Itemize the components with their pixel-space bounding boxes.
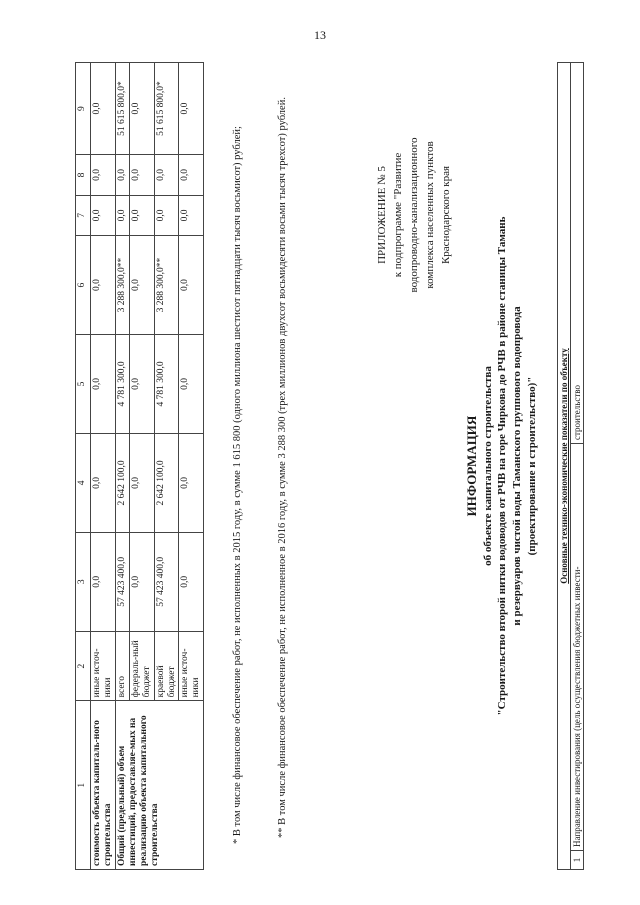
source-cell: федераль-ный бюджет [129, 631, 154, 701]
table-row [558, 63, 571, 870]
appendix-line: водопроводно-канализационного [407, 137, 420, 293]
source-cell: всего [115, 631, 129, 701]
appendix-line: Краснодарского края [439, 165, 452, 265]
value-cell: 57 423 400,0 [115, 532, 129, 631]
row-number: 1 [571, 851, 584, 870]
source-cell: иные источ-ники [91, 631, 116, 701]
table-header-row [76, 63, 91, 870]
appendix-line: к подпрограмме "Развитие [391, 152, 404, 278]
header-cell: 2 [76, 631, 91, 701]
value-cell: 0,0 [179, 236, 204, 335]
value-cell: 0,0 [115, 195, 129, 235]
information-heading [463, 62, 540, 870]
value-cell: 0,0 [129, 63, 154, 155]
row-label: Общий (предельный) объем инвестиций, предоставляе-мых на реализацию объекта капитального строительства [115, 701, 203, 870]
value-cell: 2 642 100,0 [115, 433, 129, 532]
value-cell: 0,0 [129, 532, 154, 631]
value-cell: 57 423 400,0 [154, 532, 179, 631]
indicators-title: Основные технико-экономические показатели по объекту [558, 63, 571, 870]
info-object-name: и резервуаров чистой воды Таманского группового водопровода [511, 306, 524, 626]
value-cell: 0,0 [129, 433, 154, 532]
value-cell: 0,0 [91, 433, 116, 532]
info-object-name: (проектирование и строительство)" [526, 376, 539, 556]
value-cell: 0,0 [179, 63, 204, 155]
appendix-line: комплекса населенных пунктов [423, 141, 436, 289]
value-cell: 0,0 [179, 335, 204, 434]
header-cell: 3 [76, 532, 91, 631]
value-cell: 0,0 [91, 335, 116, 434]
value-cell: 4 781 300,0 [154, 335, 179, 434]
appendix-line: ПРИЛОЖЕНИЕ № 5 [376, 166, 388, 264]
row-label: стоимость объекта капиталь-ного строительства [91, 701, 116, 870]
page-number: 13 [314, 28, 326, 42]
source-cell: иные источ-ники [179, 631, 204, 701]
value-cell: 0,0 [91, 236, 116, 335]
value-cell: 0,0 [91, 63, 116, 155]
value-cell: 0,0 [129, 195, 154, 235]
header-cell: 7 [76, 195, 91, 235]
header-cell: 5 [76, 335, 91, 434]
value-cell: 51 615 800,0* [154, 63, 179, 155]
value-cell: 0,0 [129, 335, 154, 434]
value-cell: 2 642 100,0 [154, 433, 179, 532]
value-cell: 0,0 [154, 195, 179, 235]
header-cell: 1 [76, 701, 91, 870]
value-cell: 0,0 [154, 155, 179, 195]
value-cell: 0,0 [129, 236, 154, 335]
header-cell: 8 [76, 155, 91, 195]
value-cell: 0,0 [91, 532, 116, 631]
financing-table [75, 62, 204, 870]
value-cell: 51 615 800,0* [115, 63, 129, 155]
row-label: Направление инвестирования (цель осуществления бюджетных инвести- [571, 444, 584, 851]
info-title: ИНФОРМАЦИЯ [464, 415, 479, 517]
footnote-2: ** В том числе финансовое обеспечение работ, не исполненное в 2016 году, в сумме 3 288 300 (трех миллионов двухсот восьмидесяти восьми тысяч трехсот) рублей. [277, 97, 288, 838]
row-value: строительство [571, 63, 584, 444]
info-subtitle: об объекте капитального строительства [481, 366, 494, 566]
value-cell: 4 781 300,0 [115, 335, 129, 434]
value-cell: 0,0 [129, 155, 154, 195]
rotated-page-content [75, 55, 595, 870]
header-cell: 6 [76, 236, 91, 335]
table-row [571, 63, 584, 870]
footnote-1: * В том числе финансовое обеспечение работ, не исполненных в 2015 году, в сумме 1 615 800 (одного миллиона шестисот пятнадцати тысяч восьмисот) рублей; [232, 126, 243, 844]
header-cell: 9 [76, 63, 91, 155]
value-cell: 3 288 300,0** [154, 236, 179, 335]
source-cell: краевой бюджет [154, 631, 179, 701]
header-cell: 4 [76, 433, 91, 532]
value-cell: 3 288 300,0** [115, 236, 129, 335]
table-row [91, 63, 116, 870]
appendix-header [375, 100, 455, 330]
value-cell: 0,0 [115, 155, 129, 195]
value-cell: 0,0 [179, 433, 204, 532]
value-cell: 0,0 [91, 195, 116, 235]
info-object-name: "Строительство второй нитки водоводов от РЧВ на горе Чиркова до РЧВ в районе станицы Тамань [496, 216, 509, 716]
value-cell: 0,0 [179, 155, 204, 195]
indicators-table [557, 62, 584, 870]
value-cell: 0,0 [179, 532, 204, 631]
value-cell: 0,0 [179, 195, 204, 235]
table-row [115, 63, 129, 870]
value-cell: 0,0 [91, 155, 116, 195]
